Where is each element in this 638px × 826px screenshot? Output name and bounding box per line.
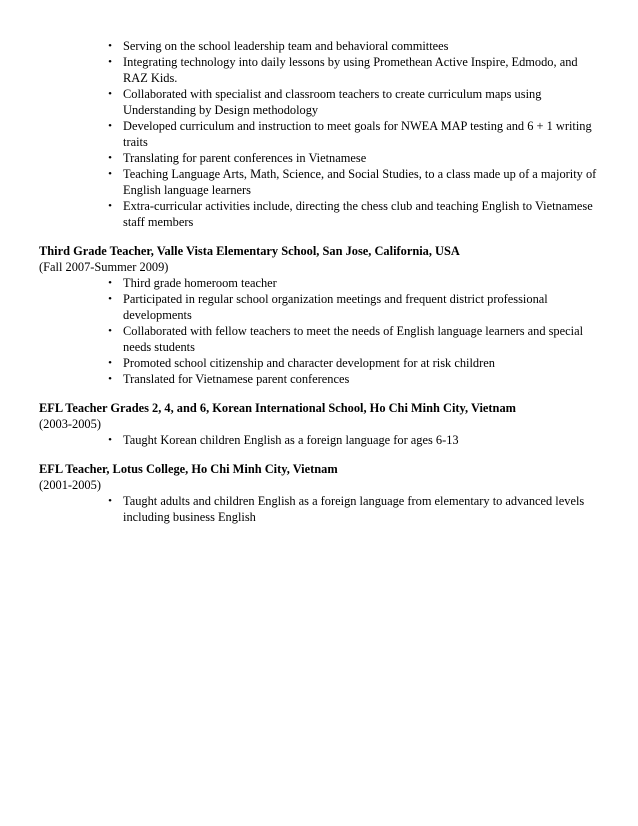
bullet-icon: • <box>108 434 112 446</box>
list-item <box>0 493 638 525</box>
list-item <box>0 371 638 387</box>
bullet-text: Integrating technology into daily lessons by using Promethean Active Inspire, Edmodo, and RAZ Kids. <box>123 55 578 85</box>
job-dates: (Fall 2007-Summer 2009) <box>39 260 169 274</box>
bullet-icon: • <box>108 357 112 369</box>
bullet-text: Translating for parent conferences in Vietnamese <box>123 151 367 165</box>
bullet-icon: • <box>108 152 112 164</box>
bullet-text: Taught adults and children English as a foreign language from elementary to advanced levels including business English <box>123 494 585 524</box>
bullet-text: Serving on the school leadership team and behavioral committees <box>123 39 449 53</box>
list-item <box>0 54 638 86</box>
bullet-text: Taught Korean children English as a foreign language for ages 6-13 <box>123 433 459 447</box>
list-item <box>0 86 638 118</box>
list-item <box>0 150 638 166</box>
job-bullet-list <box>0 432 638 448</box>
bullet-text: Collaborated with specialist and classroom teachers to create curriculum maps using Understanding by Design methodology <box>123 87 542 117</box>
list-item <box>0 355 638 371</box>
bullet-icon: • <box>108 40 112 52</box>
bullet-icon: • <box>108 88 112 100</box>
job-dates: (2003-2005) <box>39 417 101 431</box>
job-section-lotus-college <box>0 461 638 525</box>
bullet-icon: • <box>108 495 112 507</box>
job-section-korean-international <box>0 400 638 448</box>
bullet-text: Third grade homeroom teacher <box>123 276 277 290</box>
bullet-icon: • <box>108 120 112 132</box>
list-item <box>0 118 638 150</box>
bullet-icon: • <box>108 293 112 305</box>
job-bullet-list <box>0 493 638 525</box>
bullet-text: Participated in regular school organization meetings and frequent district professional developments <box>123 292 548 322</box>
job-bullet-list <box>0 275 638 387</box>
bullet-icon: • <box>108 373 112 385</box>
list-item <box>0 275 638 291</box>
bullet-text: Developed curriculum and instruction to meet goals for NWEA MAP testing and 6 + 1 writing traits <box>123 119 592 149</box>
bullet-icon: • <box>108 168 112 180</box>
list-item <box>0 198 638 230</box>
list-item <box>0 323 638 355</box>
job-title: EFL Teacher Grades 2, 4, and 6, Korean International School, Ho Chi Minh City, Vietnam <box>39 401 516 415</box>
list-item <box>0 432 638 448</box>
bullet-text: Promoted school citizenship and character development for at risk children <box>123 356 495 370</box>
bullet-text: Collaborated with fellow teachers to meet the needs of English language learners and special needs students <box>123 324 584 354</box>
bullet-text: Extra-curricular activities include, directing the chess club and teaching English to Vietnamese staff members <box>123 199 593 229</box>
job-section-valle-vista <box>0 243 638 387</box>
previous-job-section <box>0 0 638 230</box>
previous-job-bullet-list <box>0 38 638 230</box>
bullet-icon: • <box>108 325 112 337</box>
list-item <box>0 38 638 54</box>
job-dates: (2001-2005) <box>39 478 101 492</box>
bullet-icon: • <box>108 200 112 212</box>
list-item <box>0 291 638 323</box>
job-title: EFL Teacher, Lotus College, Ho Chi Minh City, Vietnam <box>39 462 338 476</box>
bullet-text: Teaching Language Arts, Math, Science, and Social Studies, to a class made up of a majority of English language learners <box>123 167 597 197</box>
job-title: Third Grade Teacher, Valle Vista Elementary School, San Jose, California, USA <box>39 244 460 258</box>
bullet-icon: • <box>108 277 112 289</box>
list-item <box>0 166 638 198</box>
bullet-icon: • <box>108 56 112 68</box>
bullet-text: Translated for Vietnamese parent conferences <box>123 372 350 386</box>
